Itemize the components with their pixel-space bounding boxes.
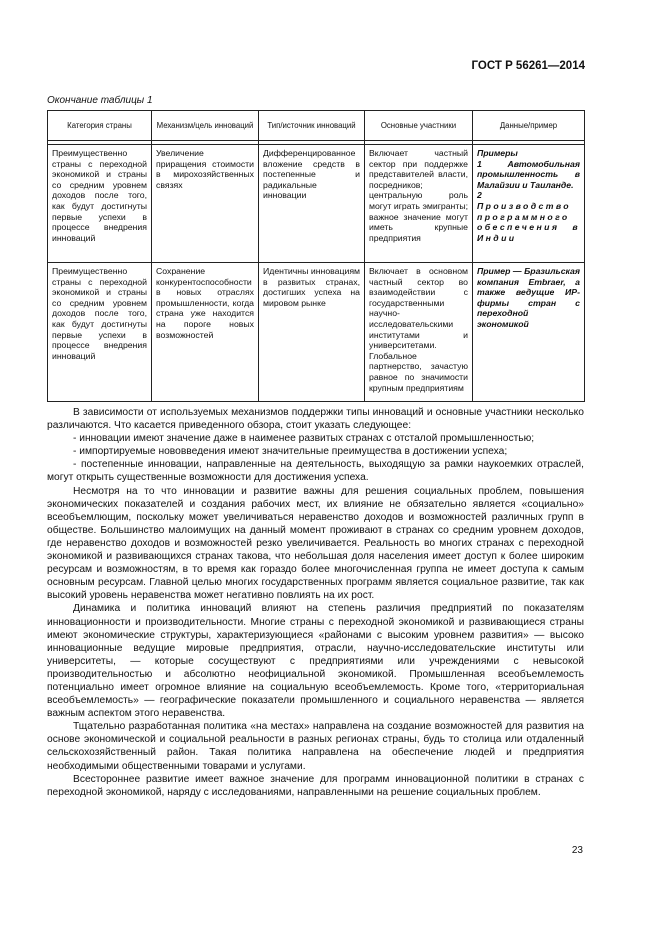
paragraph: Динамика и политика инноваций влияют на степень различия предприятий по показателям инновационности и производительности. Многие страны с переходной экономикой и развивающиеся страны имеют экономические структуры, характеризующиеся «районами с высоким уровнем развития» — высоко инновационные ведущие мировые предприятия, отрасли, научно-исследовательские институты или университеты, — которые сосуществуют с предприятиями или учреждениями с невысокой производительностью и абсолютно неофициальной экономикой. Промышленная всеобъемлемость потенциально имеет огромное влияние на социальную всеобъемлемость. Кроме того, «территориальная всеобъемлемость» — географические показатели промышленного и социального неравенства — является важным аспектом этого неравенства. [47,603,584,720]
column-header: Механизм/цель инноваций [152,111,259,141]
example-line: 1 Автомобильная промышленность в Малайзии и Таиланде. [477,158,580,190]
table-row [48,263,585,402]
list-item: - импортируемые нововведения имеют значительные преимущества в достижении успеха; [73,446,508,458]
table-cell: Сохранение конкурентоспособности в новых отраслях промышленности, когда страна уже находится на пороге новых возможностей [152,263,259,402]
paragraph: В зависимости от используемых механизмов поддержки типы инноваций и основные участники несколько различаются. Что касается приведенного обзора, стоит указать следующее: [47,407,584,432]
paragraph: Тщательно разработанная политика «на местах» направлена на создание возможностей для развития на основе экономической и социальной реальности в разных регионах страны, будь то столица или отдаленный сельскохозяйственный район. Такая политика направлена на обеспечение людей и предприятия необходимыми общественными товарами и услугами. [47,721,584,772]
table-cell: Идентичны инновациям в развитых странах, достигших успеха на мировом рынке [259,263,365,402]
list-item: - постепенные инновации, направленные на деятельность, выходящую за рамки наукоемких отраслей, могут открыть существенные возможности для достижения успеха. [47,459,584,484]
paragraph: Несмотря на то что инновации и развитие важны для решения социальных проблем, повышения экономических показателей и создания рабочих мест, их влияние не обязательно является «социально» всеобъемлющим, поскольку может увеличиваться неравенство доходов и возможностей различных групп в обществе. Большинство малоимущих на данный момент проживают в странах со средним уровнем доходов, где неравенство доходов и возможностей резко увеличивается. Реальность во многих странах с переходной экономикой и развивающихся странах такова, что небольшая доля населения имеет доступ к более широким ресурсам и возможностям, в то время как гораздо более многочисленная группа не имеет доступа к самым основным ресурсам. Главной целью многих государственных программ является социальное развитие, так как высокий уровень неравенства может негативно повлиять на их рост. [47,485,584,602]
list-item: - инновации имеют значение даже в наименее развитых странах с отсталой промышленностью; [73,433,535,445]
table-cell: Преимущественно страны с переходной экономикой и страны со средним уровнем доходов после того, как будут достигнуты первые успехи в процессе внедрения инноваций [48,145,152,263]
table-cell-example: Пример — Бразильская компания Embraer, а также ведущие ИР-фирмы стран с переходной экономикой [473,263,585,402]
innovation-table [47,110,585,402]
standard-code: ГОСТ Р 56261—2014 [471,60,585,72]
table-row [48,145,585,263]
table-header-row [48,111,585,141]
body-text [47,406,584,799]
column-header: Тип/источник инноваций [259,111,365,141]
column-header: Данные/пример [473,111,585,141]
table-cell: Дифференцированное вложение средств в постепенные и радикальные инновации [259,145,365,263]
example-line: 2 Производство программного обеспечения в Индии [477,190,580,243]
example-line: Примеры [477,148,518,158]
table-cell: Увеличение приращения стоимости в мирохозяйственных связях [152,145,259,263]
column-header: Основные участники [365,111,473,141]
table-cell: Включает частный сектор при поддержке представителей власти, посредников; центральную роль могут играть эмигранты; важное значение могут иметь крупные предприятия [365,145,473,263]
column-header: Категория страны [48,111,152,141]
paragraph: Всестороннее развитие имеет важное значение для программ инновационной политики в странах с переходной экономикой, наряду с исследованиями, направленными на решение социальных проблем. [47,773,584,798]
table-cell: Включает в основном частный сектор во взаимодействии с государственными научно-исследовательскими институтами и университетами. Глобальное партнерство, зачастую равное по значимости крупным предприятиям [365,263,473,402]
table-cell-example [473,145,585,263]
page-number: 23 [571,845,583,856]
table-caption: Окончание таблицы 1 [47,95,153,106]
table-cell: Преимущественно страны с переходной экономикой и страны со средним уровнем доходов после того, как будут достигнуты первые успехи в процессе внедрения инноваций [48,263,152,402]
